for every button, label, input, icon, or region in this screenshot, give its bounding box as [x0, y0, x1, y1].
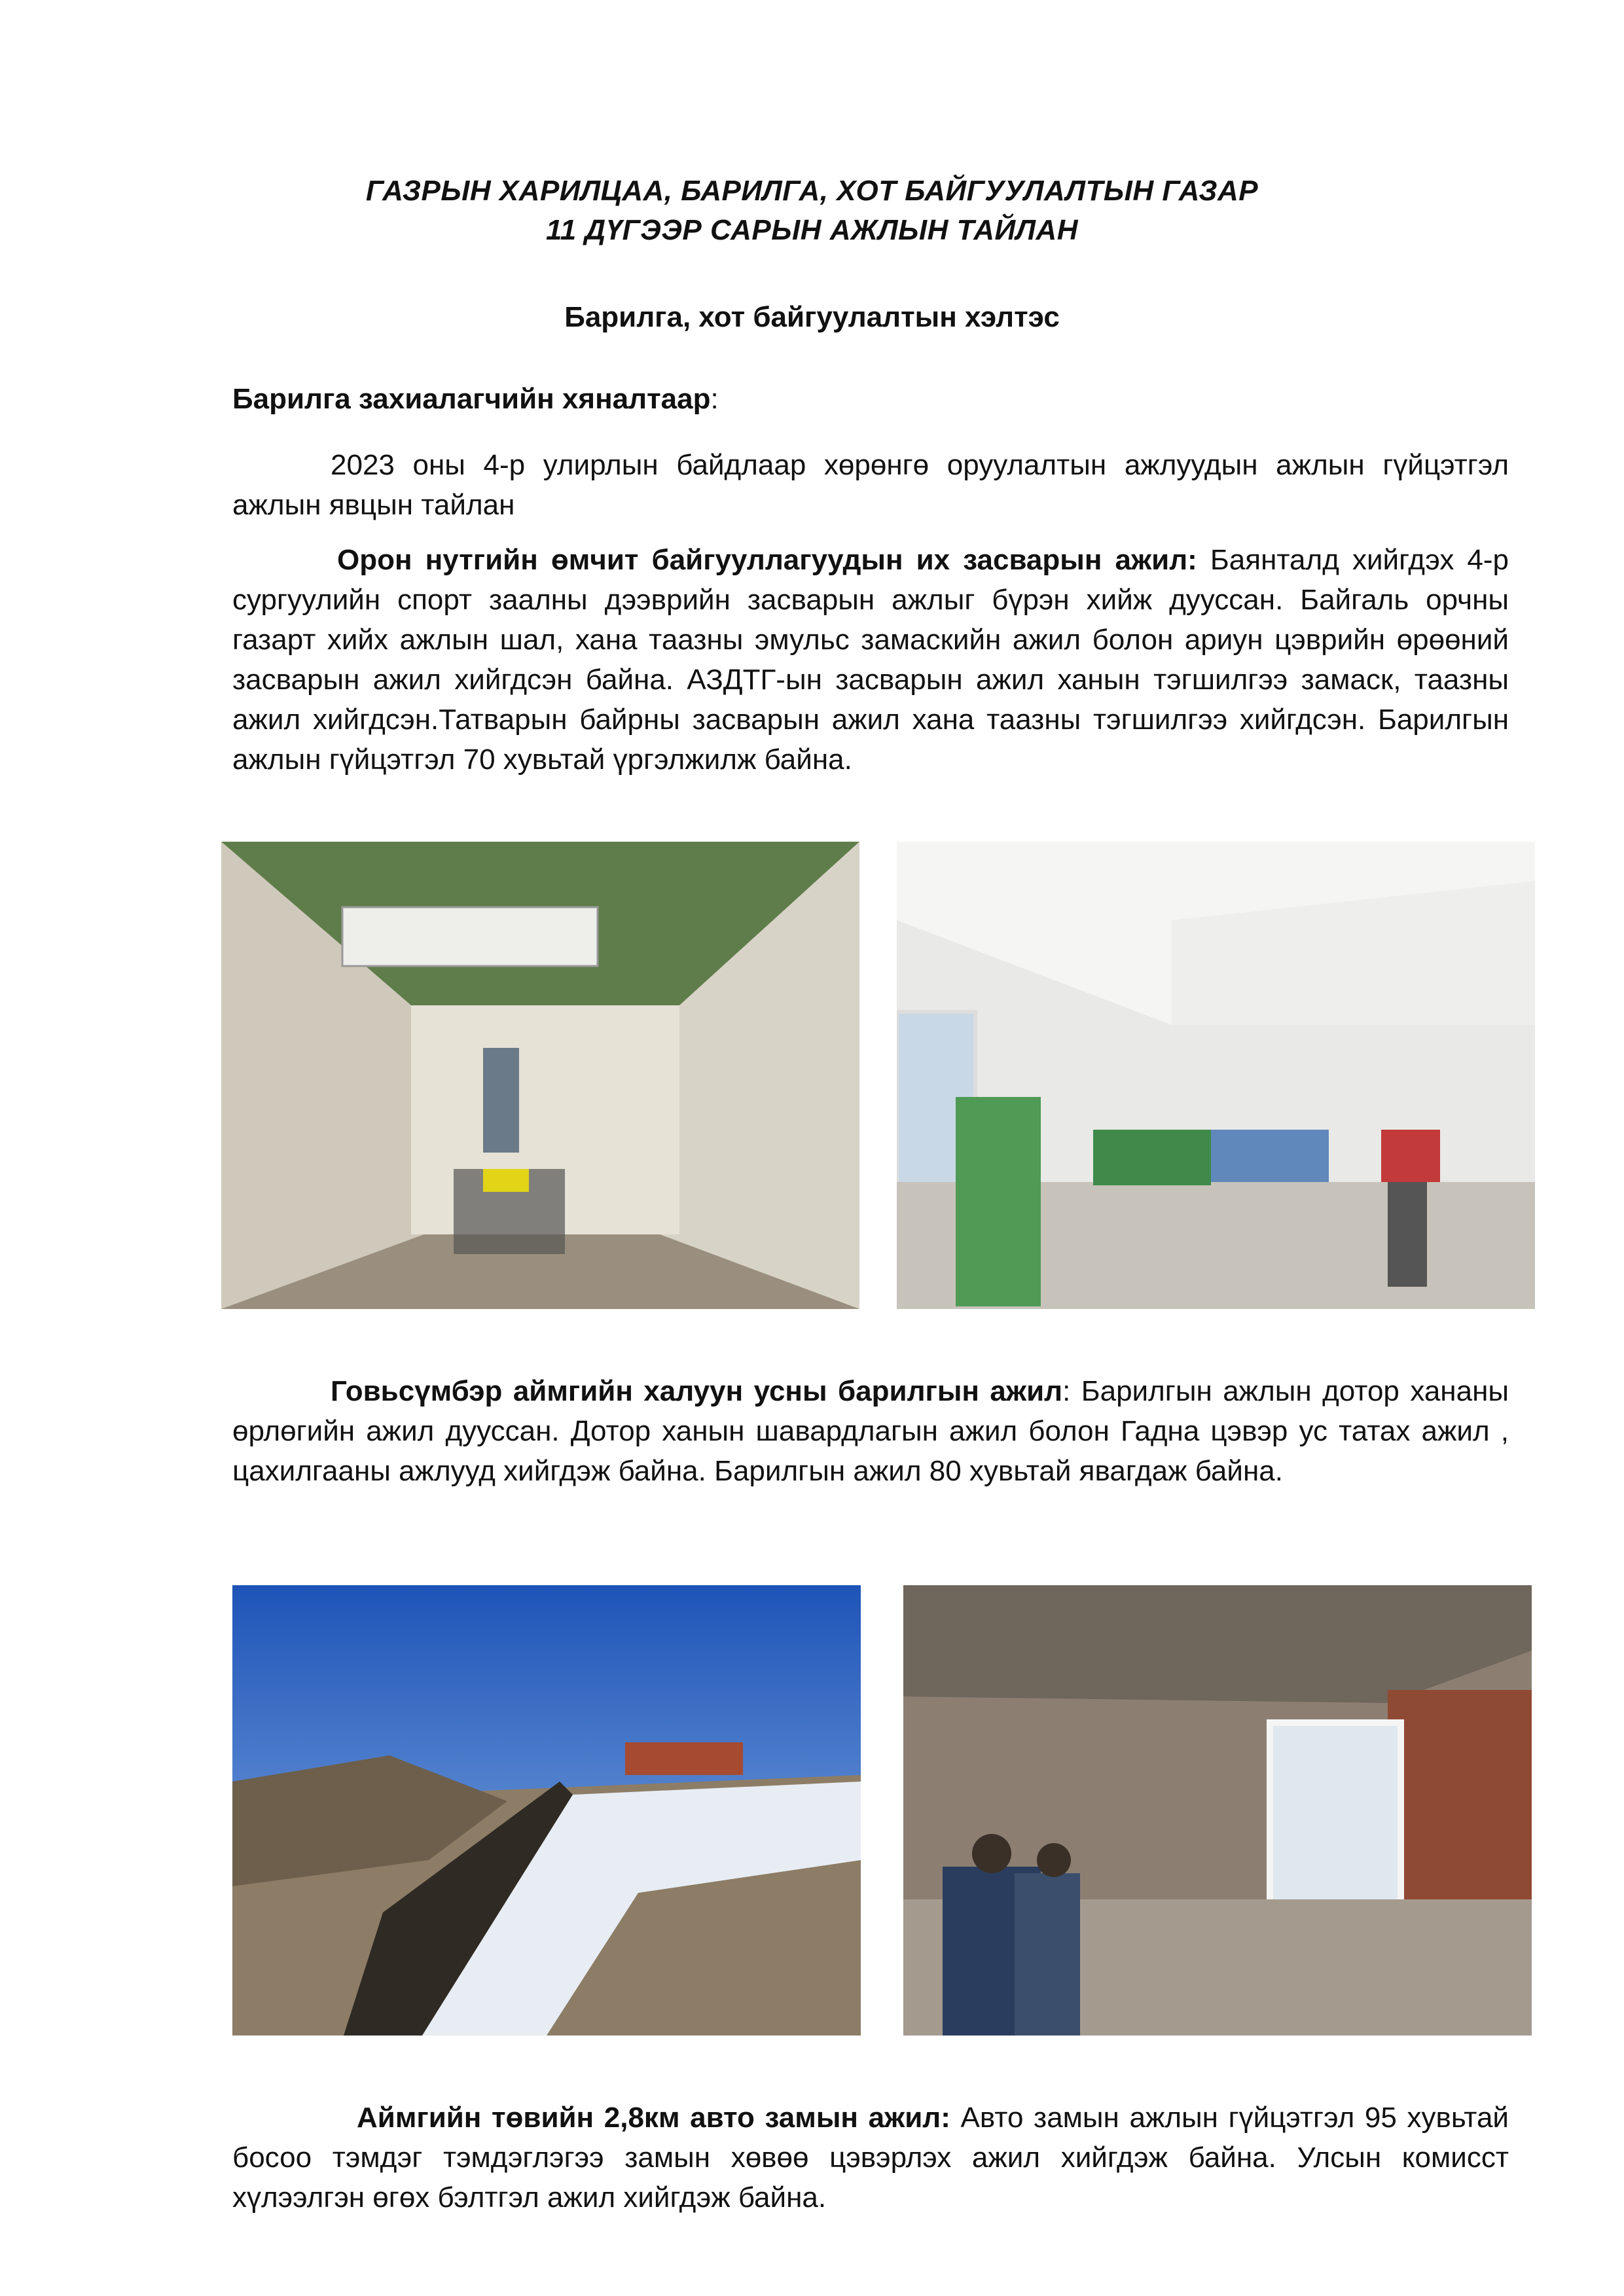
item3-paragraph	[232, 2098, 1509, 2217]
item1-heading: Орон нутгийн өмчит байгууллагуудын их засварын ажил:	[337, 544, 1197, 576]
item3-text: Авто замын ажлын гүйцэтгэл 95 хувьтай босоо тэмдэг тэмдэглэгээ замын хөвөө цэвэрлэх ажил хийгдэж байна. Улсын комисст хүлээлгэн өгөх бэлтгэл ажил хийгдэж байна.	[232, 2102, 1509, 2214]
title-line-1: ГАЗРЫН ХАРИЛЦАА, БАРИЛГА, ХОТ БАЙГУУЛАЛТЫН ГАЗАР	[365, 175, 1259, 207]
photo-interior-brickwork	[903, 1585, 1532, 2036]
photo-room-renovation	[897, 842, 1535, 1309]
photo-corridor-renovation	[221, 842, 859, 1309]
section-label-text: Барилга захиалагчийн хяналтаар	[232, 383, 711, 415]
section-label	[232, 380, 719, 419]
department-subtitle: Барилга, хот байгуулалтын хэлтэс	[564, 301, 1060, 333]
item3-heading: Аймгийн төвийн 2,8км авто замын ажил:	[357, 2102, 950, 2134]
photo-outdoor-trench	[232, 1585, 861, 2036]
intro-paragraph: 2023 оны 4-р улирлын байдлаар хөрөнгө оруулалтын ажлуудын ажлын гүйцэтгэл ажлын явцын тайлан	[232, 449, 1509, 521]
item2-paragraph	[232, 1371, 1509, 1491]
document-title	[0, 171, 1624, 250]
item2-heading: Говьсүмбэр аймгийн халуун усны барилгын ажил	[331, 1375, 1063, 1407]
item1-text: Баянталд хийгдэх 4-р сургуулийн спорт заалны дээврийн засварын ажлыг бүрэн хийж дууссан. Байгаль орчны газарт хийх ажлын шал, хана таазны эмульс замаскийн ажил болон ариун цэврийн өрөөний засварын ажил хийгдсэн байна. АЗДТГ-ын засварын ажил ханын тэгшилгээ замаск, таазны ажил хийгдсэн.Татварын байрны засварын ажил хана таазны тэгшилгээ хийгдсэн. Барилгын ажлын гүйцэтгэл 70 хувьтай үргэлжилж байна.	[232, 544, 1509, 776]
title-line-2: 11 ДҮГЭЭР САРЫН АЖЛЫН ТАЙЛАН	[546, 214, 1078, 246]
item1-paragraph	[232, 540, 1509, 780]
item2-text: : Барилгын ажлын дотор хананы өрлөгийн ажил дууссан. Дотор ханын шавардлагын ажил болон Гадна цэвэр ус татах ажил , цахилгааны ажлууд хийгдэж байна. Барилгын ажил 80 хувьтай явагдаж байна.	[232, 1375, 1509, 1487]
section-label-colon: :	[710, 383, 719, 415]
